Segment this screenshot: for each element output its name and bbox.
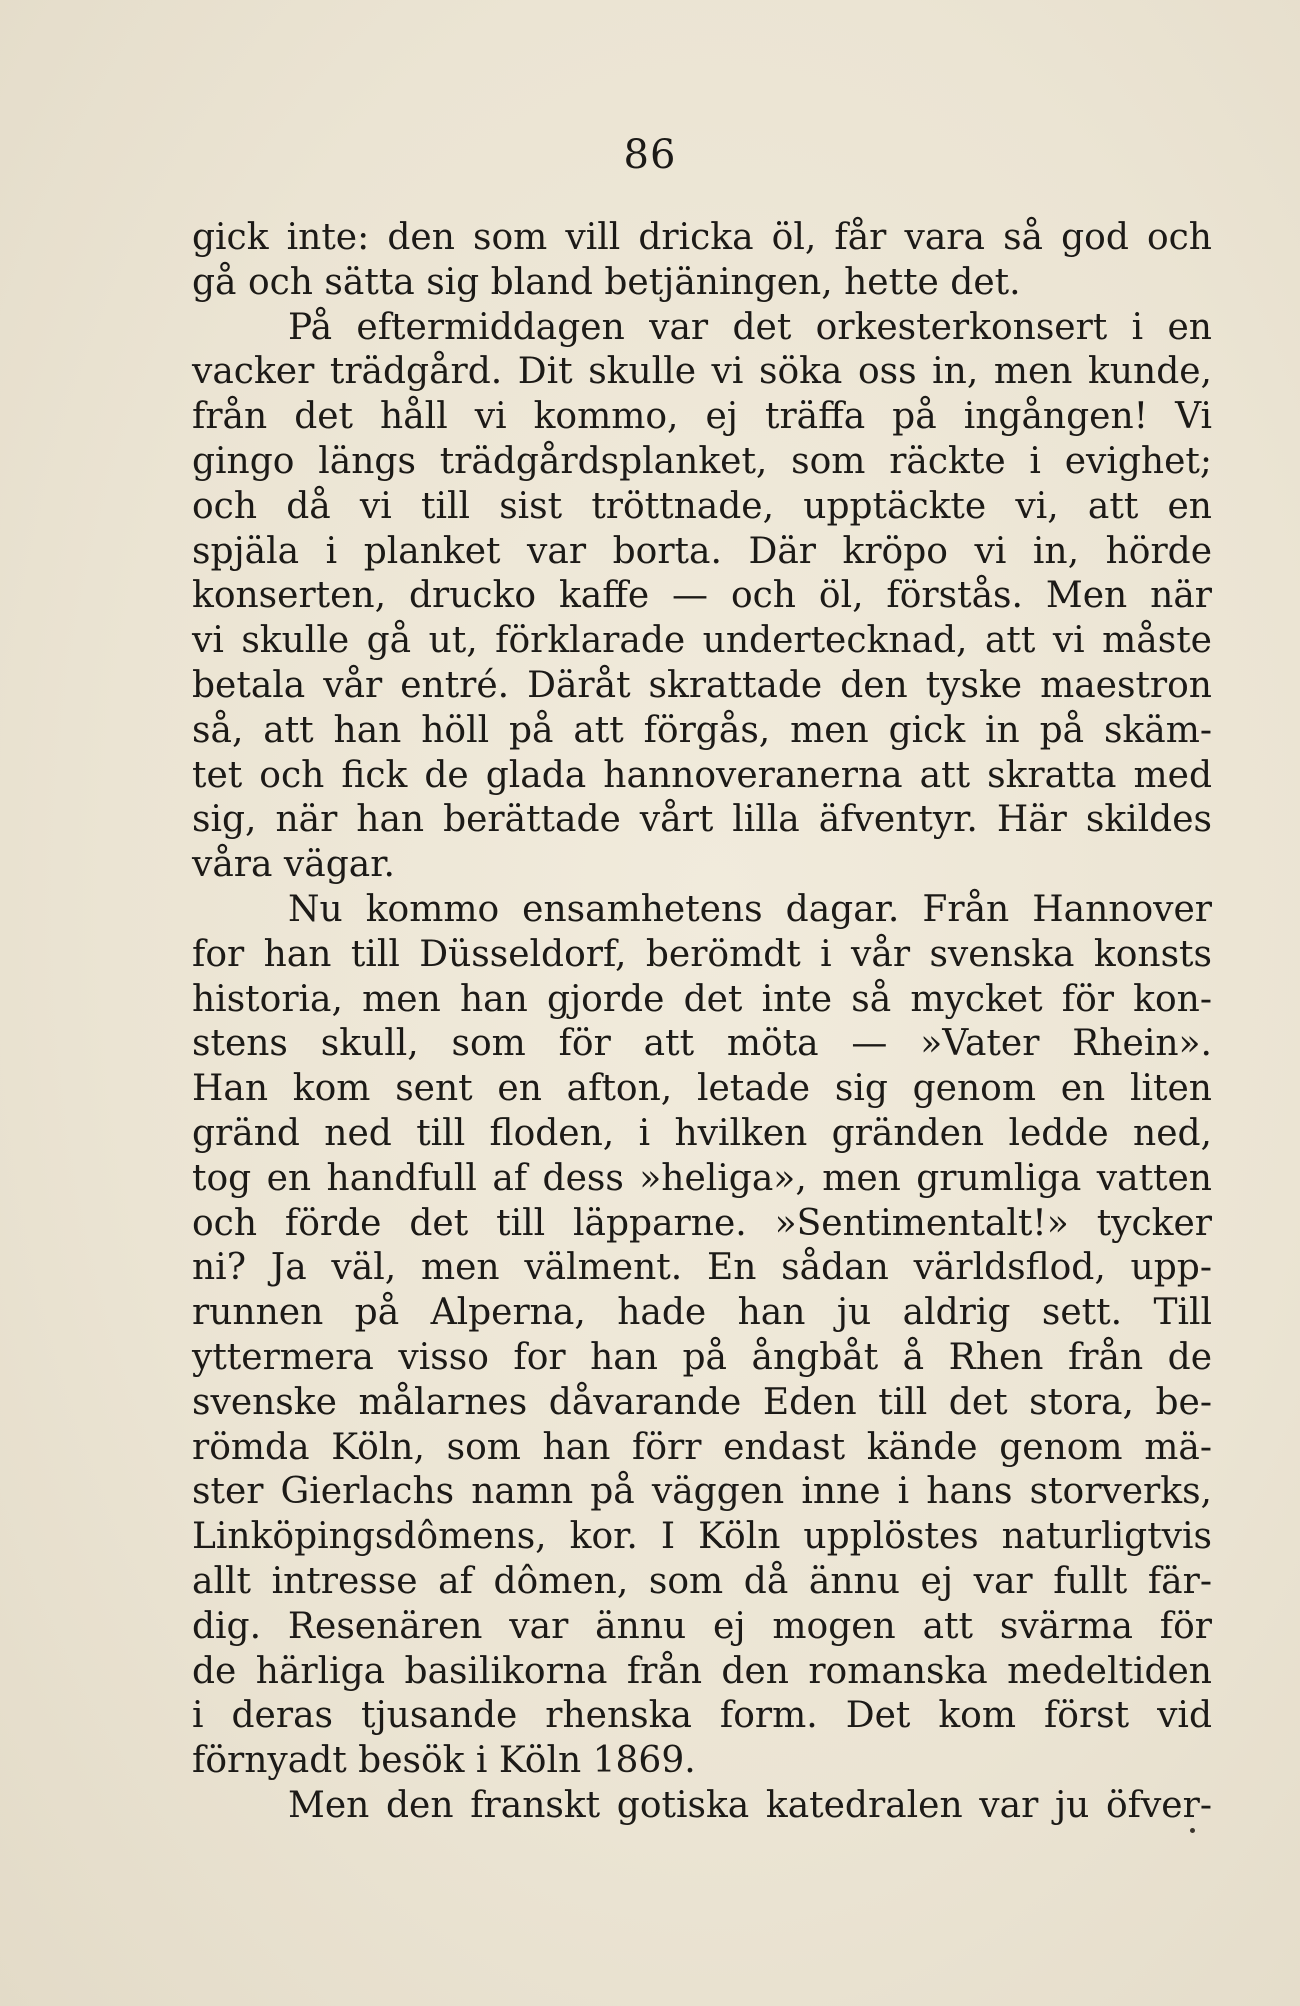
text-line: for han till Düsseldorf, berömdt i vår svenska konsts [192, 933, 1212, 975]
text-line: svenske målarnes dåvarande Eden till det stora, be- [192, 1381, 1212, 1423]
text-line: sig, när han berättade vårt lilla äfventyr. Här skildes [192, 799, 1212, 841]
text-line: På eftermiddagen var det orkesterkonsert i en [288, 306, 1212, 348]
page-number: 86 [623, 132, 677, 178]
text-line: gingo längs trädgårdsplanket, som räckte i evighet; [192, 440, 1212, 482]
body-text [192, 216, 1212, 1829]
ink-speck [1190, 1828, 1195, 1833]
text-line: gick inte: den som vill dricka öl, får vara så god och [192, 217, 1212, 258]
text-line: ster Gierlachs namn på väggen inne i hans storverks, [192, 1471, 1212, 1513]
text-line: tet och fick de glada hannoveranerna att skratta med [192, 754, 1212, 796]
text-line: ni? Ja väl, men välment. En sådan världsflod, upp- [192, 1247, 1212, 1289]
text-line: allt intresse af dômen, som då ännu ej var fullt fär- [192, 1560, 1212, 1602]
text-line: dig. Resenären var ännu ej mogen att svärma för [192, 1605, 1212, 1647]
text-line: våra vägar. [192, 844, 395, 886]
text-line: gränd ned till floden, i hvilken gränden ledde ned, [192, 1112, 1212, 1154]
text-line: och då vi till sist tröttnade, upptäckte vi, att en [192, 485, 1212, 527]
text-line: förnyadt besök i Köln 1869. [192, 1740, 696, 1782]
text-line: Men den franskt gotiska katedralen var ju öfver- [288, 1784, 1212, 1826]
text-line: historia, men han gjorde det inte så mycket för kon- [192, 978, 1212, 1020]
text-line: gå och sätta sig bland betjäningen, hette det. [192, 261, 1021, 303]
text-line: stens skull, som för att möta — »Vater Rhein». [192, 1023, 1212, 1065]
text-line: i deras tjusande rhenska form. Det kom först vid [192, 1695, 1212, 1737]
text-line: yttermera visso for han på ångbåt å Rhen från de [192, 1336, 1212, 1378]
text-line: och förde det till läpparne. »Sentimentalt!» tycker [192, 1202, 1212, 1244]
text-line: runnen på Alperna, hade han ju aldrig sett. Till [192, 1292, 1212, 1334]
text-line: tog en handfull af dess »heliga», men grumliga vatten [192, 1157, 1212, 1199]
text-line: spjäla i planket var borta. Där kröpo vi in, hörde [192, 530, 1212, 572]
text-line: römda Köln, som han förr endast kände genom mä- [192, 1426, 1212, 1468]
text-line: så, att han höll på att förgås, men gick in på skäm- [192, 709, 1212, 751]
text-line: betala vår entré. Däråt skrattade den tyske maestron [192, 664, 1212, 706]
text-line: Nu kommo ensamhetens dagar. Från Hannover [288, 888, 1212, 930]
text-line: från det håll vi kommo, ej träffa på ingången! Vi [192, 396, 1212, 438]
text-line: Linköpingsdômens, kor. I Köln upplöstes naturligtvis [192, 1516, 1212, 1558]
text-line: vi skulle gå ut, förklarade undertecknad, att vi måste [192, 620, 1212, 662]
text-line: Han kom sent en afton, letade sig genom en liten [192, 1068, 1212, 1110]
text-line: konserten, drucko kaffe — och öl, förstås. Men när [192, 575, 1212, 617]
text-line: de härliga basilikorna från den romanska medeltiden [192, 1650, 1212, 1692]
text-line: vacker trädgård. Dit skulle vi söka oss in, men kunde, [192, 351, 1212, 393]
